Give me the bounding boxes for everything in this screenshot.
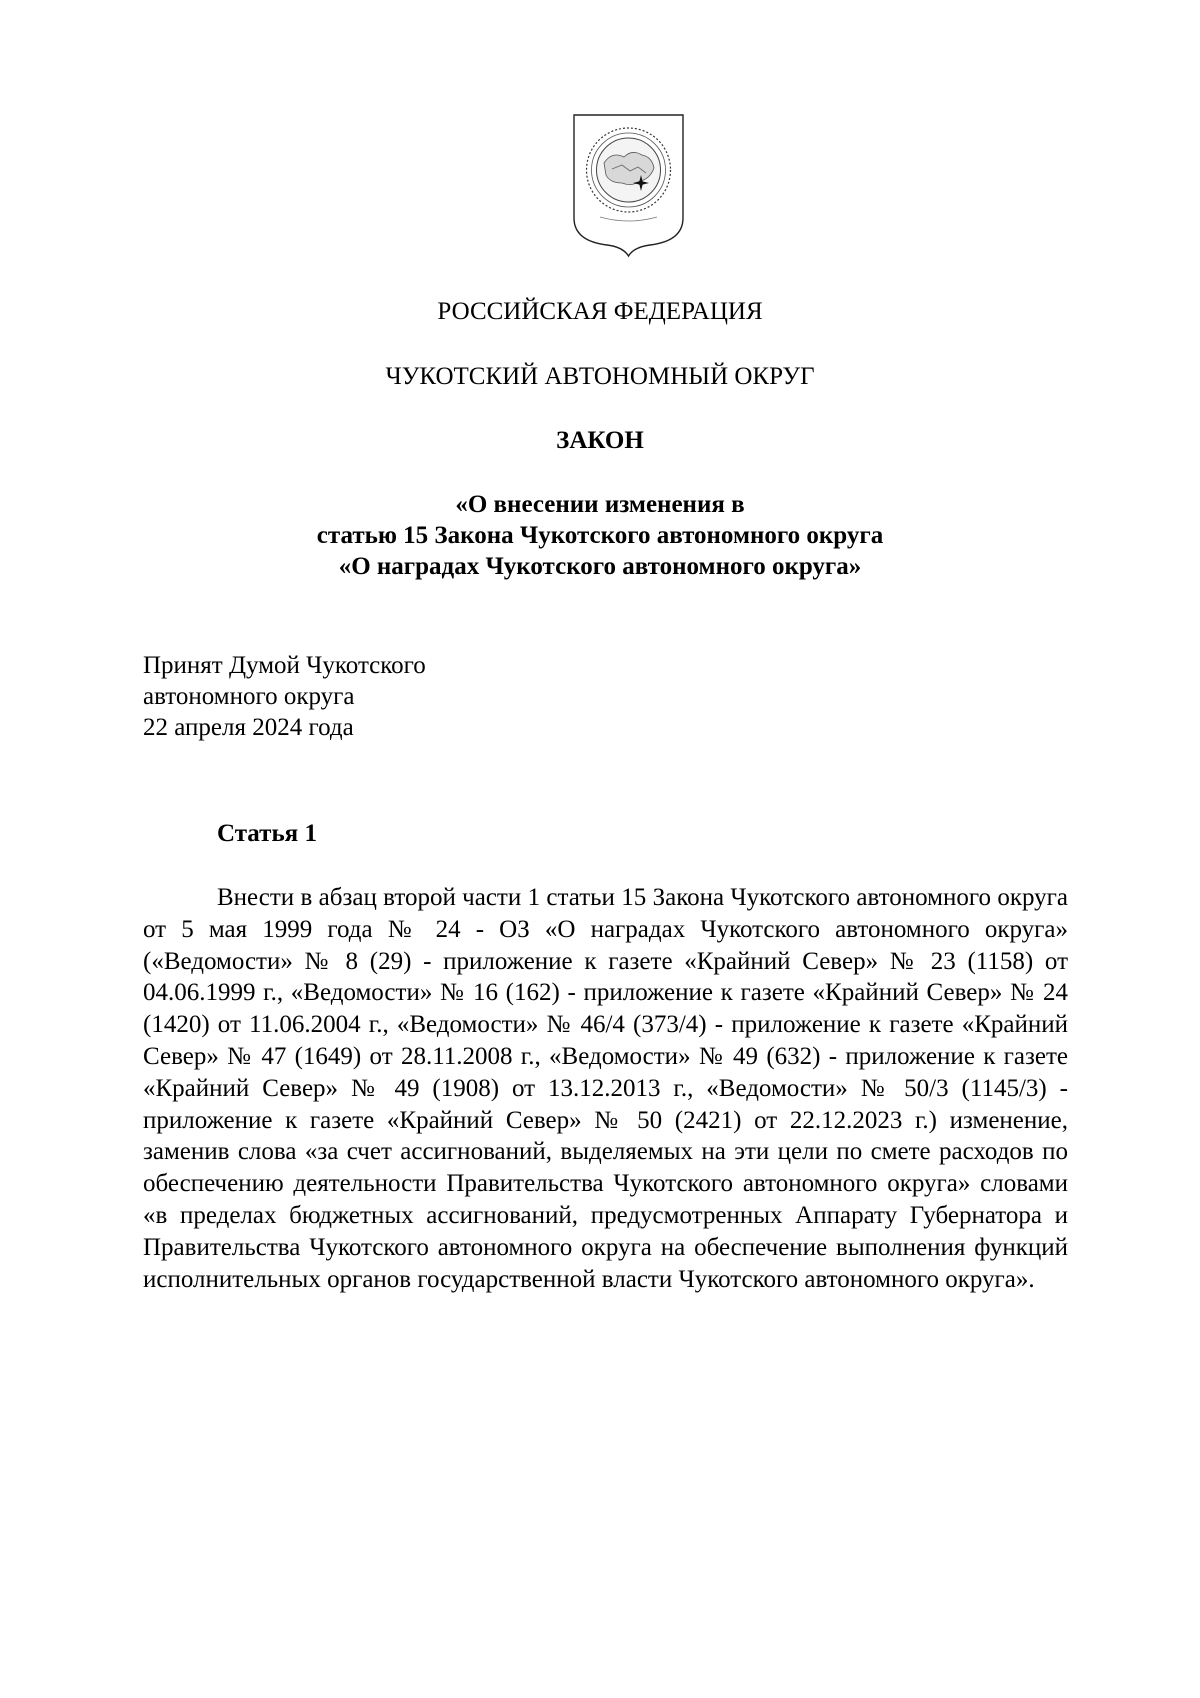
document-type-heading: ЗАКОН: [556, 427, 644, 454]
adoption-note: [143, 650, 426, 743]
law-title-line-3: «О наградах Чукотского автономного округа»: [338, 553, 862, 580]
region-heading: ЧУКОТСКИЙ АВТОНОМНЫЙ ОКРУГ: [385, 363, 815, 390]
article-1-heading: Статья 1: [217, 820, 317, 847]
adoption-line-2: автономного округа: [143, 683, 355, 710]
law-title-line-1: «О внесении изменения в: [455, 491, 745, 518]
article-1-text: Внести в абзац второй части 1 статьи 15 Закона Чукотского автономного округа от 5 мая 1999 года № 24 - ОЗ «О наградах Чукотского автономного округа» («Ведомости» № 8 (29) - приложение к газете «Крайний Север» № 23 (1158) от 04.06.1999 г., «Ведомости» № 16 (162) - приложение к газете «Крайний Север» № 24 (1420) от 11.06.2004 г., «Ведомости» № 46/4 (373/4) - приложение к газете «Крайний Север» № 47 (1649) от 28.11.2008 г., «Ведомости» № 49 (632) - приложение к газете «Крайний Север» № 49 (1908) от 13.12.2013 г., «Ведомости» № 50/3 (1145/3) - приложение к газете «Крайний Север» № 50 (2421) от 22.12.2023 г.) изменение, заменив слова «за счет ассигнований, выделяемых на эти цели по смете расходов по обеспечению деятельности Правительства Чукотского автономного округа» словами «в пределах бюджетных ассигнований, предусмотренных Аппарату Губернатора и Правительства Чукотского автономного округа на обеспечение выполнения функций исполнительных органов государственной власти Чукотского автономного округа».: [143, 884, 1068, 1293]
chukotka-coat-of-arms-icon: [572, 113, 685, 258]
adoption-line-1: Принят Думой Чукотского: [143, 652, 426, 679]
law-title: [0, 489, 1200, 582]
adoption-date: 22 апреля 2024 года: [143, 714, 354, 741]
law-title-line-2: статью 15 Закона Чукотского автономного округа: [316, 522, 884, 549]
country-heading: РОССИЙСКАЯ ФЕДЕРАЦИЯ: [437, 298, 763, 325]
